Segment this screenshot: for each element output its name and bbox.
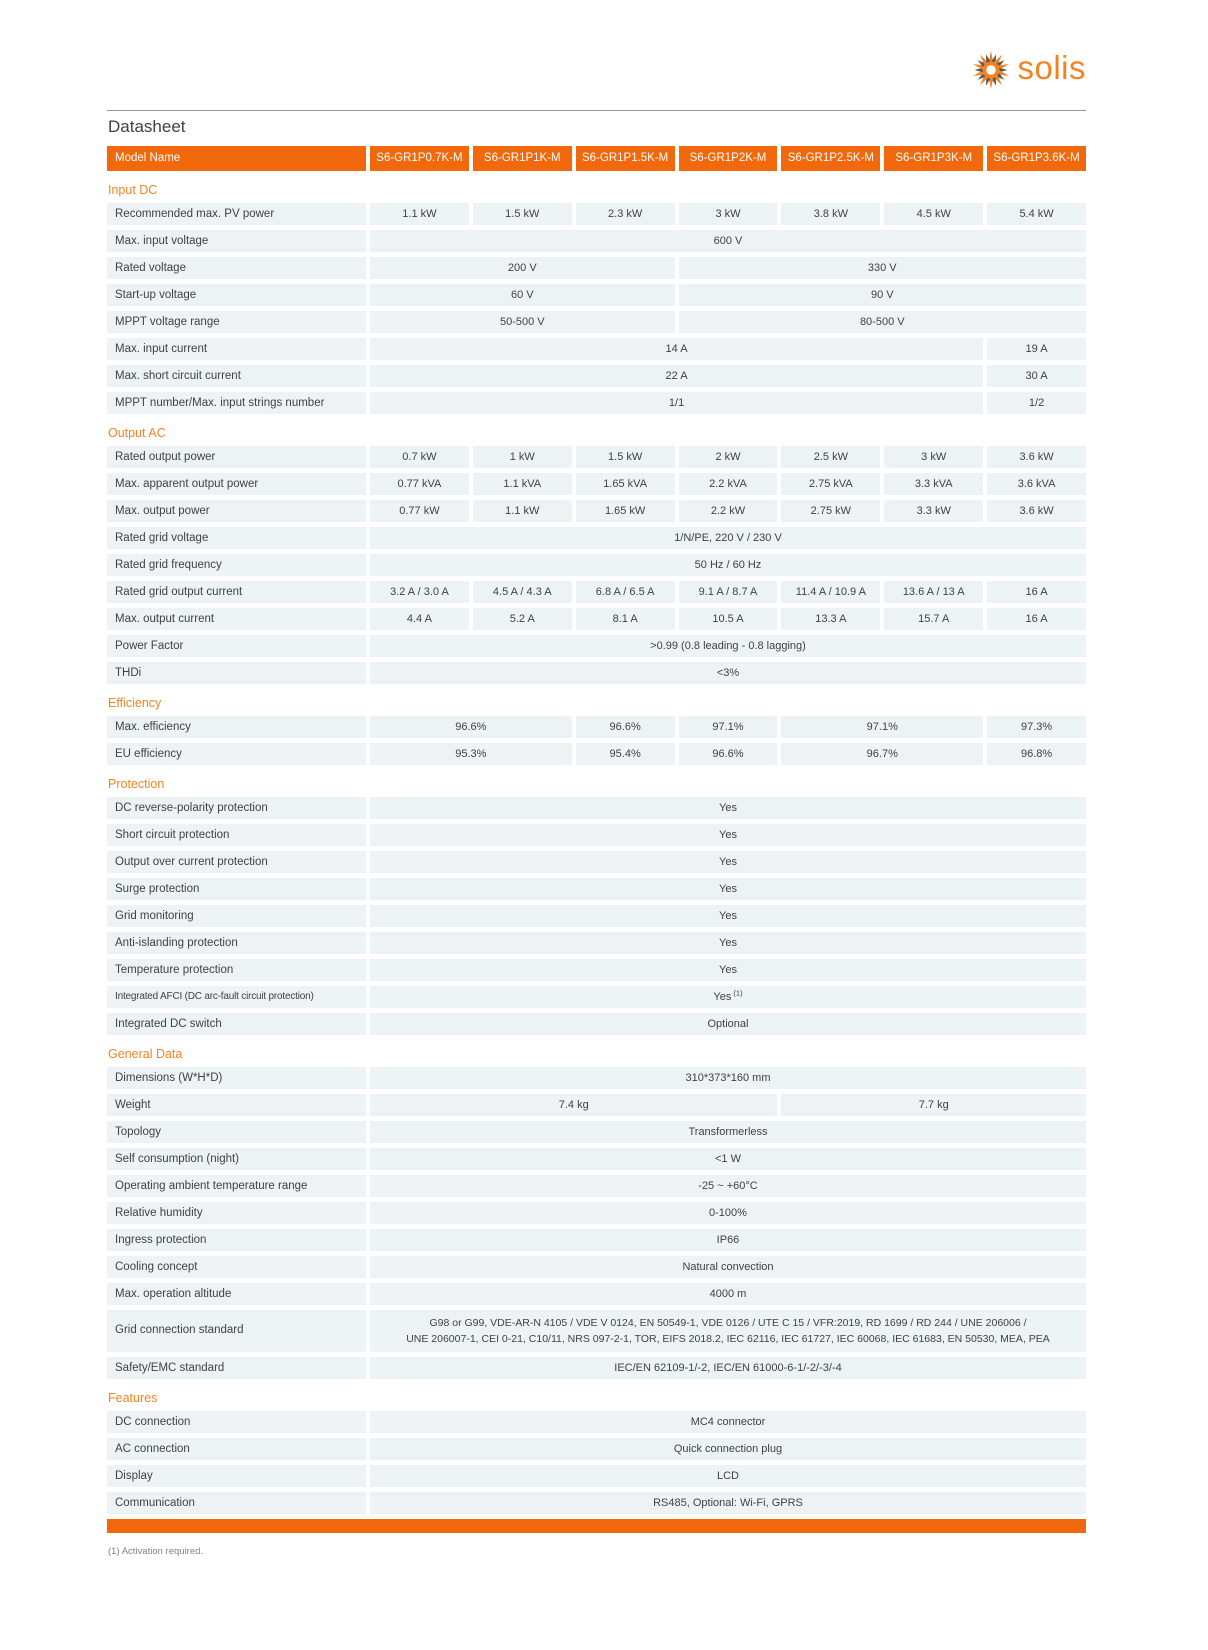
value-cell: 16 A [987, 608, 1086, 630]
value-cell: <1 W [370, 1148, 1086, 1170]
value-cell: Yes [370, 851, 1086, 873]
spec-row [107, 203, 1086, 225]
row-label: Surge protection [107, 878, 366, 900]
value-cell: 4.5 A / 4.3 A [473, 581, 572, 603]
value-cell: 3.8 kW [781, 203, 880, 225]
row-label: EU efficiency [107, 743, 366, 765]
row-label: Rated voltage [107, 257, 366, 279]
row-label: Integrated DC switch [107, 1013, 366, 1035]
spec-row [107, 1411, 1086, 1433]
row-label: Max. apparent output power [107, 473, 366, 495]
spec-row [107, 500, 1086, 522]
spec-row [107, 1067, 1086, 1089]
row-label: Grid connection standard [107, 1310, 366, 1352]
value-cell: 4.5 kW [884, 203, 983, 225]
value-cell: Yes [370, 878, 1086, 900]
section-title: Efficiency [108, 696, 162, 710]
spec-row [107, 365, 1086, 387]
value-cell: 90 V [679, 284, 1086, 306]
value-cell: 0.77 kVA [370, 473, 469, 495]
row-label: Relative humidity [107, 1202, 366, 1224]
value-cell: 1.5 kW [473, 203, 572, 225]
value-cell: 1.65 kW [576, 500, 675, 522]
spec-row [107, 1283, 1086, 1305]
row-label: Power Factor [107, 635, 366, 657]
model-name-cell: S6-GR1P2K-M [679, 146, 778, 171]
spec-row [107, 1148, 1086, 1170]
value-cell: 3.2 A / 3.0 A [370, 581, 469, 603]
value-cell: 1 kW [473, 446, 572, 468]
row-label: Communication [107, 1492, 366, 1514]
section-title: Features [108, 1391, 158, 1405]
value-cell: Transformerless [370, 1121, 1086, 1143]
spec-row [107, 581, 1086, 603]
row-label: Topology [107, 1121, 366, 1143]
value-cell: 1.1 kVA [473, 473, 572, 495]
row-label: Anti-islanding protection [107, 932, 366, 954]
model-name-cell: S6-GR1P0.7K-M [370, 146, 469, 171]
value-cell: 7.7 kg [781, 1094, 1086, 1116]
value-cell: 96.6% [679, 743, 778, 765]
value-cell: 13.3 A [781, 608, 880, 630]
value-cell: Yes [370, 905, 1086, 927]
value-cell: Optional [370, 1013, 1086, 1035]
value-cell: 4000 m [370, 1283, 1086, 1305]
row-label: DC connection [107, 1411, 366, 1433]
value-cell: 13.6 A / 13 A [884, 581, 983, 603]
page-title: Datasheet [108, 117, 186, 136]
model-name-cell: S6-GR1P1.5K-M [576, 146, 675, 171]
row-label: Self consumption (night) [107, 1148, 366, 1170]
spec-row [107, 311, 1086, 333]
row-label: Max. operation altitude [107, 1283, 366, 1305]
spec-row [107, 473, 1086, 495]
value-cell: 22 A [370, 365, 983, 387]
model-name-header-cell: Model Name [107, 146, 366, 171]
value-cell: 3.3 kW [884, 500, 983, 522]
spec-row [107, 1492, 1086, 1514]
row-label: Max. input current [107, 338, 366, 360]
footer-bar [107, 1519, 1086, 1533]
row-label: Safety/EMC standard [107, 1357, 366, 1379]
value-cell: 19 A [987, 338, 1086, 360]
spec-row [107, 932, 1086, 954]
spec-row [107, 392, 1086, 414]
spec-row [107, 635, 1086, 657]
section-title: General Data [108, 1047, 183, 1061]
spec-row [107, 716, 1086, 738]
spec-row [107, 1256, 1086, 1278]
value-cell: 3.6 kVA [987, 473, 1086, 495]
row-label: THDi [107, 662, 366, 684]
row-label: AC connection [107, 1438, 366, 1460]
value-cell: 50 Hz / 60 Hz [370, 554, 1086, 576]
value-cell: 3 kW [884, 446, 983, 468]
spec-row [107, 1357, 1086, 1379]
value-cell: 50-500 V [370, 311, 675, 333]
row-label: Weight [107, 1094, 366, 1116]
value-cell: -25 ~ +60°C [370, 1175, 1086, 1197]
row-label: Cooling concept [107, 1256, 366, 1278]
spec-row [107, 1121, 1086, 1143]
model-header-row [107, 146, 1086, 171]
value-cell: <3% [370, 662, 1086, 684]
solis-logo [971, 50, 1086, 90]
value-line: G98 or G99, VDE-AR-N 4105 / VDE V 0124, EN 50549-1, VDE 0126 / UTE C 15 / VFR:2019, RD 1699 / RD 244 / UNE 206006 / [429, 1316, 1027, 1329]
top-rule [107, 110, 1086, 111]
value-cell: 5.2 A [473, 608, 572, 630]
value-cell: 2.2 kW [679, 500, 778, 522]
value-cell: MC4 connector [370, 1411, 1086, 1433]
value-cell: RS485, Optional: Wi-Fi, GPRS [370, 1492, 1086, 1514]
value-cell: 97.1% [679, 716, 778, 738]
value-cell: 1/1 [370, 392, 983, 414]
row-label: Operating ambient temperature range [107, 1175, 366, 1197]
value-cell: Natural convection [370, 1256, 1086, 1278]
row-label: Display [107, 1465, 366, 1487]
spec-row [107, 1094, 1086, 1116]
model-name-cell: S6-GR1P3K-M [884, 146, 983, 171]
row-label: Ingress protection [107, 1229, 366, 1251]
value-cell: 5.4 kW [987, 203, 1086, 225]
spec-row [107, 446, 1086, 468]
row-label: Max. output power [107, 500, 366, 522]
row-label: Rated grid frequency [107, 554, 366, 576]
value-cell: 7.4 kg [370, 1094, 777, 1116]
row-label: Rated grid voltage [107, 527, 366, 549]
model-name-cell: S6-GR1P3.6K-M [987, 146, 1086, 171]
row-label: Output over current protection [107, 851, 366, 873]
value-cell: 1.1 kW [473, 500, 572, 522]
value-cell: 30 A [987, 365, 1086, 387]
section-title: Output AC [108, 426, 166, 440]
value-cell: 14 A [370, 338, 983, 360]
value-cell: 2.5 kW [781, 446, 880, 468]
value-cell: 8.1 A [576, 608, 675, 630]
value-cell: 15.7 A [884, 608, 983, 630]
value-cell: 3.3 kVA [884, 473, 983, 495]
value-cell [370, 1310, 1086, 1352]
value-cell: 0-100% [370, 1202, 1086, 1224]
value-cell: Yes [370, 797, 1086, 819]
spec-row [107, 1013, 1086, 1035]
value-cell: Yes [370, 824, 1086, 846]
value-cell: 16 A [987, 581, 1086, 603]
sunburst-icon [971, 50, 1011, 90]
value-cell: 80-500 V [679, 311, 1086, 333]
value-cell: 97.1% [781, 716, 983, 738]
value-cell: 60 V [370, 284, 675, 306]
value-cell: 600 V [370, 230, 1086, 252]
spec-row [107, 338, 1086, 360]
value-cell: 1/2 [987, 392, 1086, 414]
value-cell: 3.6 kW [987, 500, 1086, 522]
value-cell: 310*373*160 mm [370, 1067, 1086, 1089]
spec-row [107, 959, 1086, 981]
spec-row [107, 986, 1086, 1008]
spec-row [107, 824, 1086, 846]
spec-row [107, 554, 1086, 576]
spec-row [107, 230, 1086, 252]
value-cell: 2.3 kW [576, 203, 675, 225]
value-cell: 10.5 A [679, 608, 778, 630]
row-label: DC reverse-polarity protection [107, 797, 366, 819]
row-label: MPPT voltage range [107, 311, 366, 333]
value-cell: 200 V [370, 257, 675, 279]
logo-text: solis [1017, 49, 1086, 86]
row-label: Max. efficiency [107, 716, 366, 738]
spec-row [107, 1438, 1086, 1460]
spec-row [107, 1465, 1086, 1487]
value-cell: Yes [370, 959, 1086, 981]
spec-row [107, 905, 1086, 927]
model-name-cell: S6-GR1P1K-M [473, 146, 572, 171]
value-cell: 95.3% [370, 743, 572, 765]
section-title: Input DC [108, 183, 158, 197]
value-cell: 2 kW [679, 446, 778, 468]
spec-row [107, 527, 1086, 549]
value-cell: 96.6% [576, 716, 675, 738]
spec-row [107, 743, 1086, 765]
row-label: Max. output current [107, 608, 366, 630]
value-cell: 9.1 A / 8.7 A [679, 581, 778, 603]
value-cell: 3.6 kW [987, 446, 1086, 468]
row-label: Integrated AFCI (DC arc-fault circuit protection) [107, 986, 366, 1008]
value-cell: 2.75 kW [781, 500, 880, 522]
value-cell: Quick connection plug [370, 1438, 1086, 1460]
row-label: Start-up voltage [107, 284, 366, 306]
value-cell: 0.7 kW [370, 446, 469, 468]
value-cell: 1.5 kW [576, 446, 675, 468]
value-cell: Yes $^{(1)}$ [370, 986, 1086, 1008]
value-cell: 1.1 kW [370, 203, 469, 225]
spec-row [107, 257, 1086, 279]
content-area [107, 110, 1086, 1557]
value-cell: 97.3% [987, 716, 1086, 738]
footnote-marker: (1) [731, 988, 743, 998]
value-cell: 4.4 A [370, 608, 469, 630]
value-cell: Yes [370, 932, 1086, 954]
value-cell: 6.8 A / 6.5 A [576, 581, 675, 603]
value-cell: IP66 [370, 1229, 1086, 1251]
spec-row [107, 608, 1086, 630]
spec-row [107, 878, 1086, 900]
value-cell: 96.8% [987, 743, 1086, 765]
row-label: Recommended max. PV power [107, 203, 366, 225]
row-label: Grid monitoring [107, 905, 366, 927]
footnote: (1) Activation required. [108, 1546, 204, 1557]
value-cell: 3 kW [679, 203, 778, 225]
value-cell: 1.65 kVA [576, 473, 675, 495]
row-label: Max. input voltage [107, 230, 366, 252]
spec-row [107, 797, 1086, 819]
value-cell: >0.99 (0.8 leading - 0.8 lagging) [370, 635, 1086, 657]
value-cell: 330 V [679, 257, 1086, 279]
value-cell: 2.2 kVA [679, 473, 778, 495]
spec-table [107, 146, 1086, 1514]
row-label: Short circuit protection [107, 824, 366, 846]
spec-row [107, 1310, 1086, 1352]
value-cell: 96.7% [781, 743, 983, 765]
value-cell: 2.75 kVA [781, 473, 880, 495]
row-label: Temperature protection [107, 959, 366, 981]
row-label: Rated grid output current [107, 581, 366, 603]
model-name-cell: S6-GR1P2.5K-M [781, 146, 880, 171]
spec-row [107, 1229, 1086, 1251]
spec-row [107, 851, 1086, 873]
value-cell: 1/N/PE, 220 V / 230 V [370, 527, 1086, 549]
value-line: UNE 206007-1, CEI 0-21, C10/11, NRS 097-2-1, TOR, EIFS 2018.2, IEC 62116, IEC 61727, IEC 60068, IEC 61683, EN 50530, MEA, PEA [406, 1333, 1050, 1345]
spec-row [107, 1175, 1086, 1197]
value-cell: IEC/EN 62109-1/-2, IEC/EN 61000-6-1/-2/-3/-4 [370, 1357, 1086, 1379]
spec-row [107, 1202, 1086, 1224]
value-cell: 96.6% [370, 716, 572, 738]
value-cell: 11.4 A / 10.9 A [781, 581, 880, 603]
row-label: Max. short circuit current [107, 365, 366, 387]
value-cell: LCD [370, 1465, 1086, 1487]
spec-row [107, 662, 1086, 684]
value-cell: 0.77 kW [370, 500, 469, 522]
row-label: MPPT number/Max. input strings number [107, 392, 366, 414]
spec-row [107, 284, 1086, 306]
value-cell: 95.4% [576, 743, 675, 765]
row-label: Rated output power [107, 446, 366, 468]
row-label: Dimensions (W*H*D) [107, 1067, 366, 1089]
section-title: Protection [108, 777, 165, 791]
